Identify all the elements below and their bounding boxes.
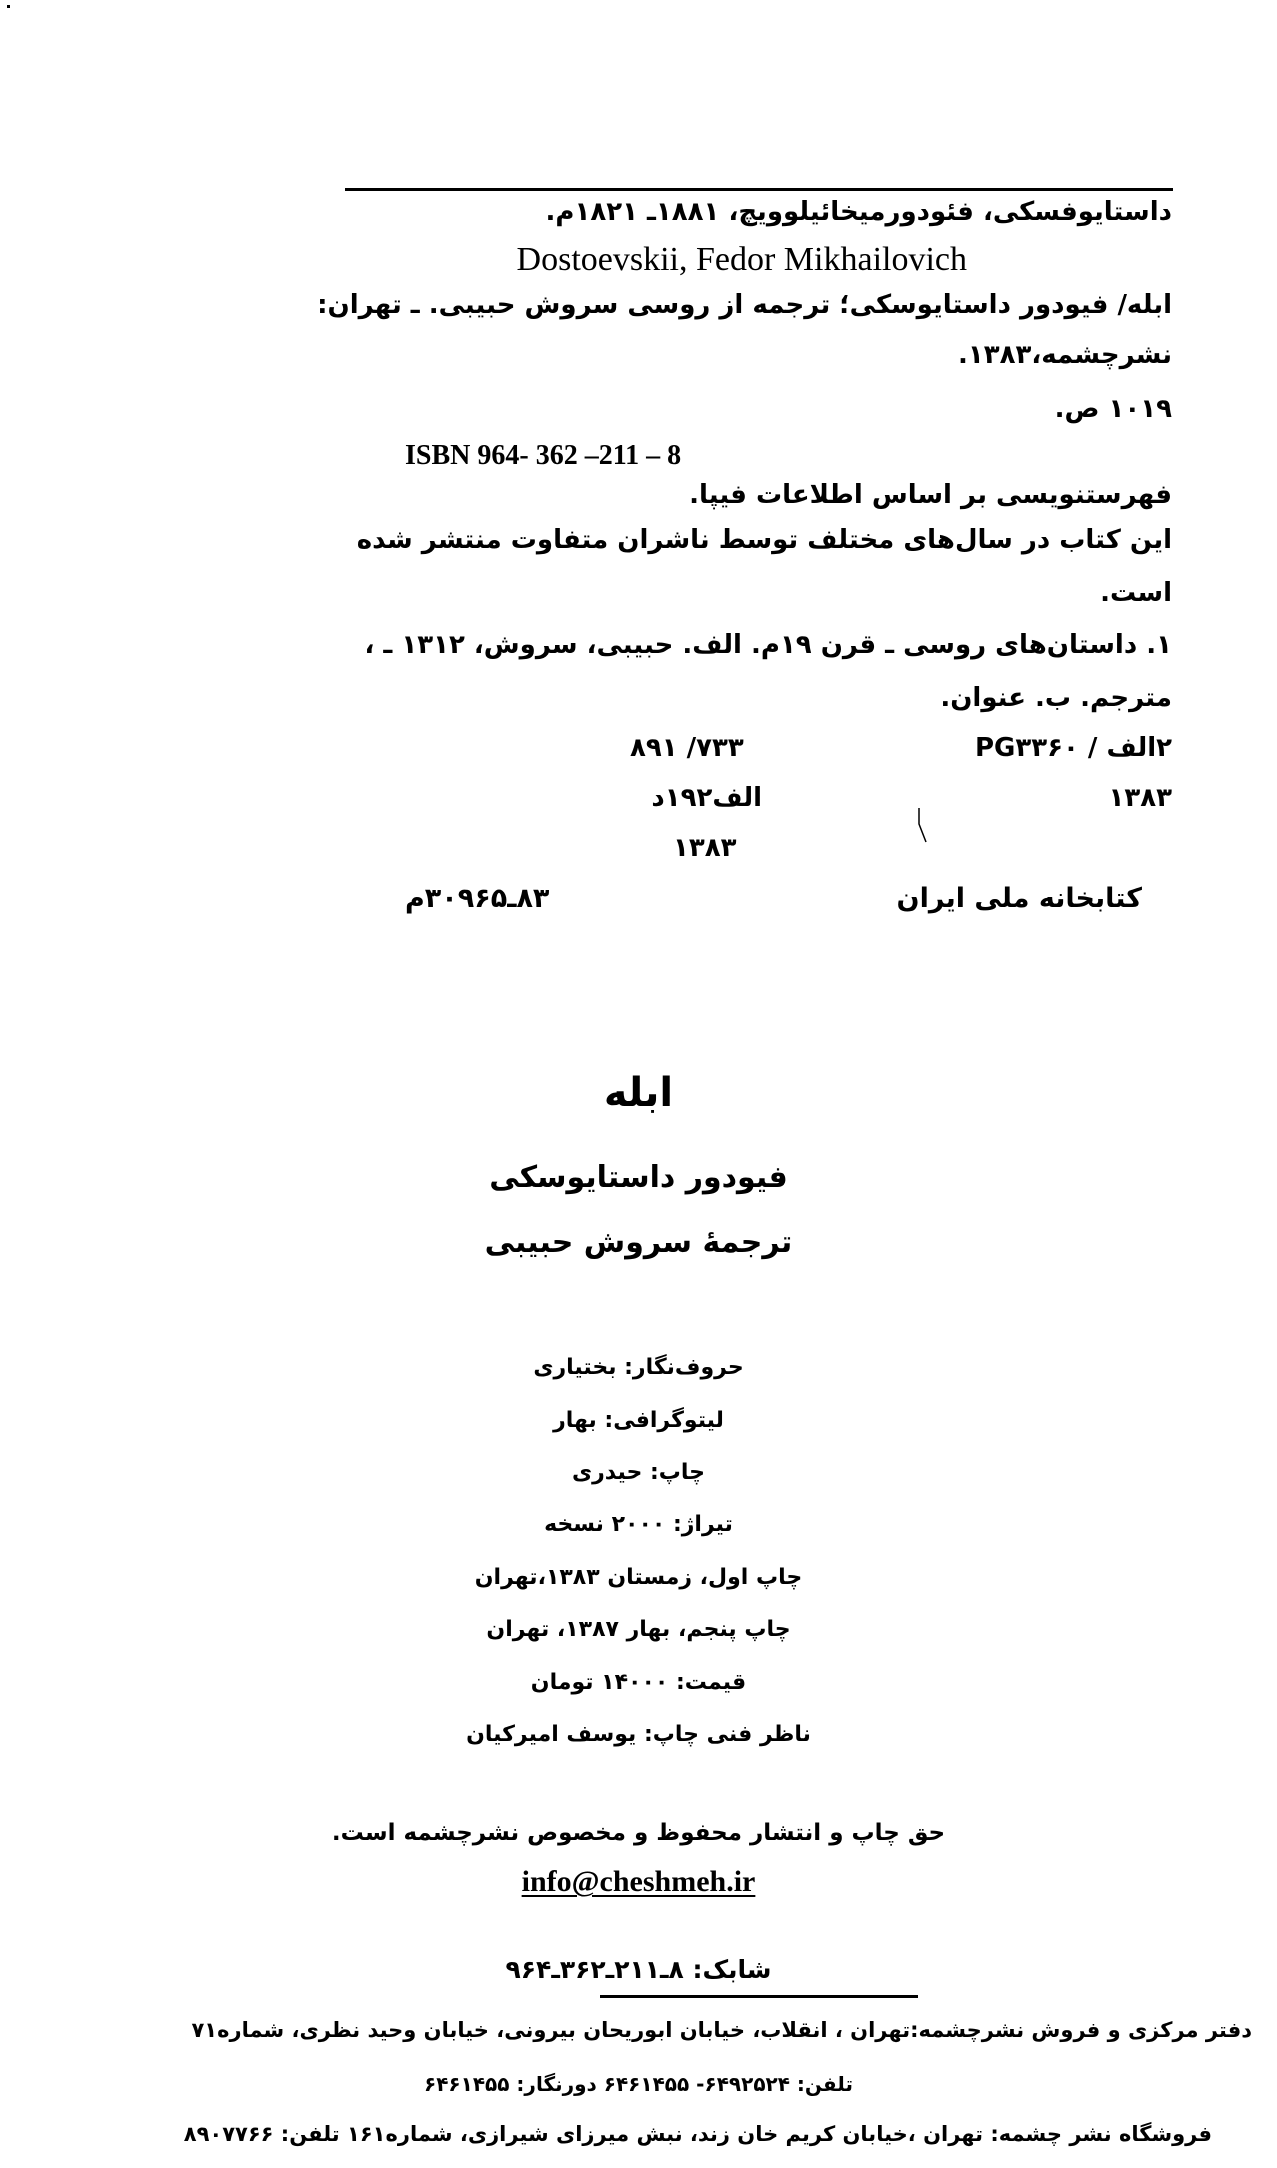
catalog-subjects-line-2: مترجم. ب. عنوان. — [940, 683, 1172, 713]
book-author: فیودور داستایوسکی — [489, 1160, 788, 1195]
catalog-note-line-2: است. — [1100, 578, 1172, 608]
credit-price: قیمت: ۱۴۰۰۰ تومان — [530, 1670, 747, 1695]
email-link[interactable]: info@cheshmeh.ir — [521, 1865, 756, 1898]
classification-dewey-cutter: الف۱۹۲د — [651, 783, 762, 813]
pencil-mark — [918, 808, 928, 844]
credit-lithography: لیتوگرافی: بهار — [553, 1408, 724, 1433]
isbn-rule — [600, 1995, 918, 1998]
library-name: کتابخانه ملی ایران — [896, 883, 1142, 914]
credit-first-edition: چاپ اول، زمستان ۱۳۸۳،تهران — [474, 1565, 803, 1590]
catalog-pages: ۱۰۱۹ ص. — [1054, 394, 1172, 424]
book-title: ابله — [603, 1070, 674, 1116]
book-translator: ترجمهٔ سروش حبیبی — [484, 1225, 793, 1260]
catalog-author-fa: داستایوفسکی، فئودورمیخائیلوویچ، ۱۸۸۱ـ ۱۸۲۱م. — [545, 197, 1172, 227]
catalog-author-latin: Dostoevskii, Fedor Mikhailovich — [516, 241, 967, 278]
catalog-subjects-line-1: ۱. داستان‌های روسی ـ قرن ۱۹م. الف. حبیبی، سروش، ۱۳۱۲ ـ ، — [364, 630, 1172, 660]
catalog-fipa-note: فهرستنویسی بر اساس اطلاعات فیپا. — [689, 480, 1172, 510]
isbn-fa: شابک: ۸ـ۲۱۱ـ۳۶۲ـ۹۶۴ — [505, 1955, 772, 1984]
classification-dewey-year: ۱۳۸۳ — [673, 833, 737, 863]
top-rule — [345, 188, 1173, 191]
catalog-title-line-2: نشرچشمه،۱۳۸۳. — [957, 340, 1172, 370]
credit-typesetter: حروف‌نگار: بختیاری — [533, 1355, 744, 1380]
library-number: ۸۳ـ۳۰۹۶۵م — [405, 883, 550, 914]
catalog-note-line-1: این کتاب در سال‌های مختلف توسط ناشران متفاوت منتشر شده — [356, 525, 1172, 555]
classification-dewey-call: ۸۹۱ /۷۳۳ — [630, 733, 744, 763]
office-phone: تلفن: ۶۴۹۲۵۲۴- ۶۴۶۱۴۵۵ دورنگار: ۶۴۶۱۴۵۵ — [424, 2072, 853, 2096]
credit-technical-supervisor: ناظر فنی چاپ: یوسف امیرکیان — [466, 1722, 811, 1747]
scan-artifact-dot — [7, 5, 10, 8]
catalog-title-line-1: ابله/ فیودور داستایوسکی؛ ترجمه از روسی سروش حبیبی. ـ تهران: — [317, 290, 1172, 320]
copyright-notice: حق چاپ و انتشار محفوظ و مخصوص نشرچشمه است. — [331, 1820, 946, 1846]
credit-fifth-edition: چاپ پنجم، بهار ۱۳۸۷، تهران — [486, 1617, 791, 1642]
store-address: فروشگاه نشر چشمه: تهران ،خیابان کریم خان زند، نبش میرزای شیرازی، شماره۱۶۱ تلفن: ۸۹۰۷۷۶۶ — [183, 2122, 1212, 2146]
email-wrapper — [0, 1865, 1277, 1899]
credit-print-run: تیراژ: ۲۰۰۰ نسخه — [544, 1512, 733, 1537]
classification-lc-call: ۲الف / PG۳۳۶۰ — [975, 733, 1172, 763]
office-address: دفتر مرکزی و فروش نشرچشمه:تهران ، انقلاب، خیابان ابوریحان بیرونی، خیابان وحید نظری، شماره۷۱ — [191, 2018, 1252, 2042]
catalog-isbn: ISBN 964- 362 –211 – 8 — [405, 440, 682, 471]
classification-lc-year: ۱۳۸۳ — [1108, 783, 1172, 813]
credit-printing: چاپ: حیدری — [571, 1460, 706, 1485]
